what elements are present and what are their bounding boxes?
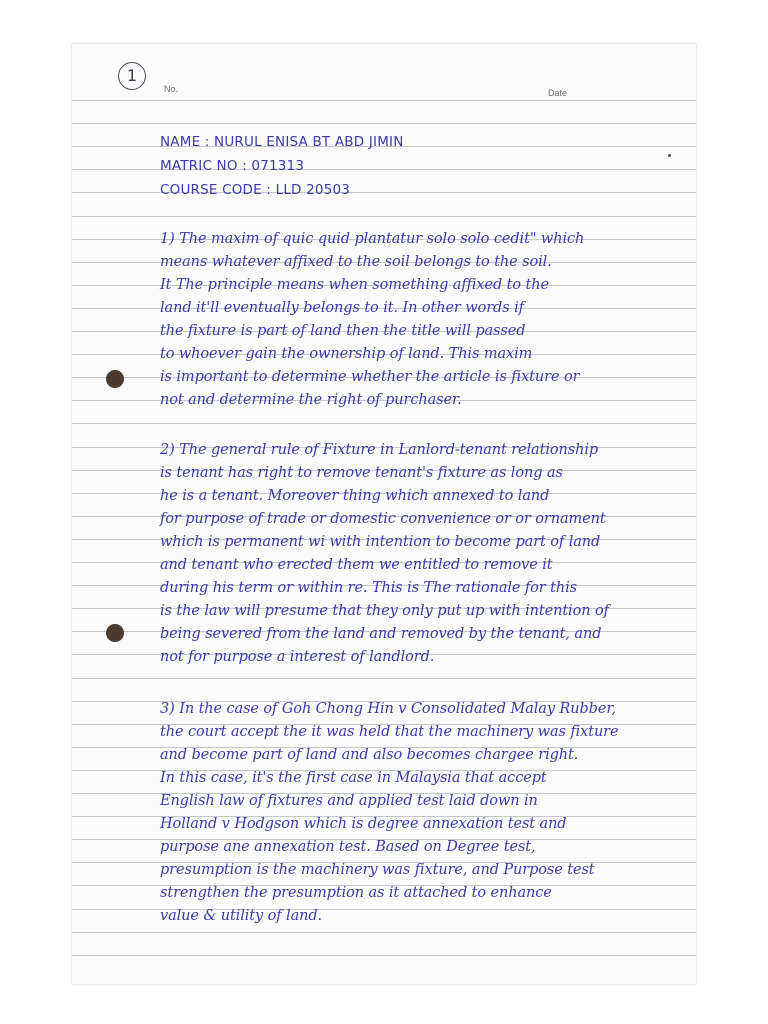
answer-line: and tenant who erected them we entitled to remove it (160, 557, 553, 573)
course-code: COURSE CODE : LLD 20503 (160, 182, 351, 198)
ruled-line (72, 123, 696, 124)
ruled-line (72, 955, 696, 956)
date-label: Date (548, 88, 568, 98)
punch-hole (106, 370, 124, 388)
answer-line: which is permanent wi with intention to become part of land (160, 534, 601, 550)
ruled-line (72, 678, 696, 679)
ruled-line (72, 932, 696, 933)
answer-line: is the law will presume that they only put up with intention of (160, 603, 609, 619)
punch-hole (106, 624, 124, 642)
ink-dot (668, 154, 671, 157)
answer-line: land it'll eventually belongs to it. In other words if (160, 300, 524, 316)
answer-line: during his term or within re. This is The rationale for this (160, 580, 577, 596)
student-name: NAME : NURUL ENISA BT ABD JIMIN (160, 134, 404, 150)
answer-line: 2) The general rule of Fixture in Lanlord-tenant relationship (160, 442, 599, 458)
answer-line: and become part of land and also becomes chargee right. (160, 747, 579, 763)
answer-line: not and determine the right of purchaser. (160, 392, 462, 408)
answer-line: 3) In the case of Goh Chong Hin v Consolidated Malay Rubber, (160, 701, 617, 717)
ruled-line (72, 100, 696, 101)
no-label: No. (164, 84, 179, 94)
answer-line: means whatever affixed to the soil belongs to the soil. (160, 254, 552, 270)
ruled-line (72, 216, 696, 217)
answer-line: In this case, it's the first case in Malaysia that accept (160, 770, 547, 786)
answer-line: strengthen the presumption as it attached to enhance (160, 885, 552, 901)
answer-line: the fixture is part of land then the title will passed (160, 323, 526, 339)
answer-line: the court accept the it was held that the machinery was fixture (160, 724, 619, 740)
page-number-circle: 1 (118, 62, 146, 90)
answer-line: is tenant has right to remove tenant's fixture as long as (160, 465, 563, 481)
answer-line: 1) The maxim of quic quid plantatur solo solo cedit" which (160, 231, 585, 247)
ruled-line (72, 423, 696, 424)
answer-line: purpose ane annexation test. Based on Degree test, (160, 839, 536, 855)
matric-number: MATRIC NO : 071313 (160, 158, 305, 174)
answer-line: not for purpose a interest of landlord. (160, 649, 435, 665)
answer-line: being severed from the land and removed by the tenant, and (160, 626, 602, 642)
answer-line: he is a tenant. Moreover thing which annexed to land (160, 488, 550, 504)
answer-line: is important to determine whether the article is fixture or (160, 369, 580, 385)
answer-line: to whoever gain the ownership of land. This maxim (160, 346, 533, 362)
answer-line: Holland v Hodgson which is degree annexation test and (160, 816, 567, 832)
answer-line: for purpose of trade or domestic convenience or or ornament (160, 511, 606, 527)
answer-line: presumption is the machinery was fixture, and Purpose test (160, 862, 595, 878)
lined-paper-sheet (72, 44, 696, 984)
answer-line: value & utility of land. (160, 908, 323, 924)
answer-line: It The principle means when something affixed to the (160, 277, 549, 293)
answer-line: English law of fixtures and applied test laid down in (160, 793, 538, 809)
